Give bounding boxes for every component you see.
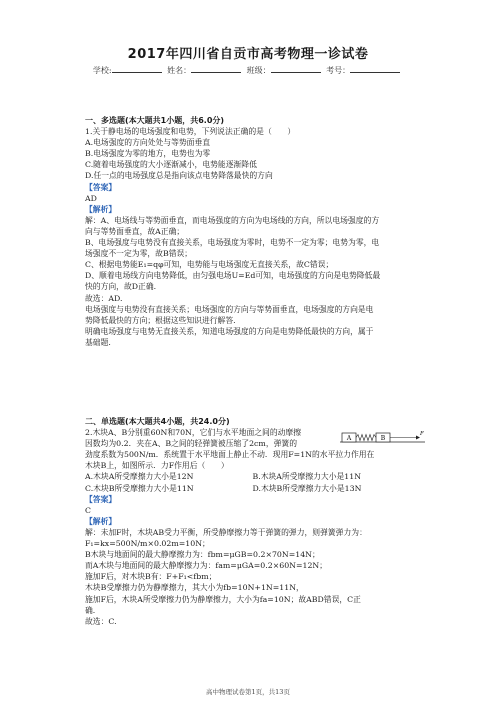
analysis-line: F₁=kx=500N/m×0.02m=10N；	[85, 539, 210, 549]
question-text: 2.木块A、B分别重60N和70N，它们与水平地面之间的动摩擦	[85, 428, 302, 438]
block-b-label: B	[380, 435, 386, 442]
analysis-line: 电场强度与电势没有直接关系；电场强度的方向与等势面垂直，电场强度的方向是电	[85, 304, 374, 314]
analysis-line: 解：未加F时，木块AB受力平衡，所受静摩擦力等于弹簧的弹力，则弹簧弹力为：	[85, 527, 367, 537]
analysis-line: 木块B受摩擦力仍为静摩擦力，其大小为fb=10N+1N=11N，	[85, 583, 304, 593]
analysis-line: 快的方向，故D正确.	[85, 282, 157, 292]
force-label: F	[420, 431, 424, 437]
option-c: C.随着电场强度的大小逐渐减小，电势能逐渐降低	[85, 160, 257, 170]
exam-number-blank	[350, 65, 400, 73]
section-heading: 一、多选题(本大题共1小题，共6.0分)	[85, 116, 225, 125]
analysis-line: D、顺着电场线方向电势降低，由匀强电场U=Ed可知，电场强度的方向是电势降低最	[85, 271, 381, 281]
analysis-line: 向与等势面垂直，故A正确；	[85, 226, 185, 236]
analysis-line: 故选：AD.	[85, 293, 123, 303]
spring-blocks-figure	[340, 430, 425, 443]
student-info-line	[0, 65, 496, 76]
question-text: 劲度系数为500N/m．系统置于水平地面上静止不动．现用F=1N的水平拉力作用在	[85, 450, 375, 460]
analysis-line: C、根据电势能E₁=qφ可知，电势能与电场强度无直接关系，故C错误；	[85, 260, 334, 270]
school-label: 学校:	[92, 66, 112, 75]
name-blank	[191, 65, 241, 73]
question-text: 1.关于静电场的电场强度和电势，下列说法正确的是（ ）	[85, 127, 296, 137]
option-d: D.任一点的电场强度总是指向该点电势降落最快的方向	[85, 171, 273, 181]
option-d: D.木块B所受摩擦力大小是13N	[252, 483, 362, 493]
analysis-line: 势降低最快的方向；根据这些知识进行解答.	[85, 315, 236, 325]
page-footer: 高中物理试卷第1页，共13页	[206, 688, 290, 696]
question-text: 因数均为0.2．夹在A、B之间的轻弹簧被压缩了2cm，弹簧的	[85, 439, 298, 449]
analysis-line: B木块与地面间的最大静摩擦力为：fbm=μGB=0.2×70N=14N；	[85, 550, 320, 560]
page-title: 2017年四川省自贡市高考物理一诊试卷	[127, 47, 369, 62]
block-a-label: A	[346, 435, 352, 442]
section-heading: 二、单选题(本大题共4小题，共24.0分)	[85, 417, 230, 426]
class-label: 班级：	[246, 66, 271, 75]
options-row	[85, 483, 420, 494]
answer-value: AD	[85, 193, 97, 203]
school-blank	[112, 65, 162, 73]
answer-value: C	[85, 505, 91, 515]
analysis-line: 明确电场强度与电势无直接关系，知道电场强度的方向是电势降低最快的方向，属于	[85, 326, 374, 336]
analysis-line: 确.	[85, 605, 96, 615]
analysis-line: 故选：C.	[85, 616, 117, 626]
options-row	[85, 471, 420, 482]
option-a: A.木块A所受摩擦力大小是12N	[85, 472, 194, 482]
analysis-tag: 【解析】	[85, 204, 117, 214]
question-text: 木块B上，如图所示．力F作用后（ ）	[85, 461, 229, 471]
spring	[356, 435, 376, 441]
class-blank	[271, 65, 321, 73]
option-b: B.木块A所受摩擦力大小是11N	[252, 472, 362, 482]
option-c: C.木块B所受摩擦力大小是11N	[85, 483, 194, 493]
analysis-line: 解：A、电场线与等势面垂直，而电场强度的方向为电场线的方向，所以电场强度的方	[85, 215, 380, 225]
section-2	[85, 416, 420, 627]
answer-tag: 【答案】	[85, 182, 117, 192]
answer-tag: 【答案】	[85, 494, 117, 504]
analysis-line: 而A木块与地面间的最大静摩擦力为：fam=μGA=0.2×60N=12N；	[85, 561, 328, 571]
analysis-line: 基础题.	[85, 337, 111, 347]
analysis-line: 施加F后，对木块B有：F+F₁<fbm；	[85, 572, 217, 582]
option-b: B.电场强度为零的地方，电势也为零	[85, 149, 211, 159]
analysis-line: B、电场强度与电势没有直接关系，电场强度为零时，电势不一定为零；电势为零，电	[85, 238, 380, 248]
exam-number-label: 考号：	[326, 66, 351, 75]
option-a: A.电场强度的方向处处与等势面垂直	[85, 138, 211, 148]
section-1	[85, 115, 420, 348]
name-label: 姓名：	[167, 66, 192, 75]
analysis-line: 施加F后，木块A所受摩擦力仍为静摩擦力，大小为fa=10N；故ABD错误，C正	[85, 594, 361, 604]
analysis-tag: 【解析】	[85, 516, 117, 526]
analysis-line: 场强度不一定为零，故B错误；	[85, 249, 193, 259]
